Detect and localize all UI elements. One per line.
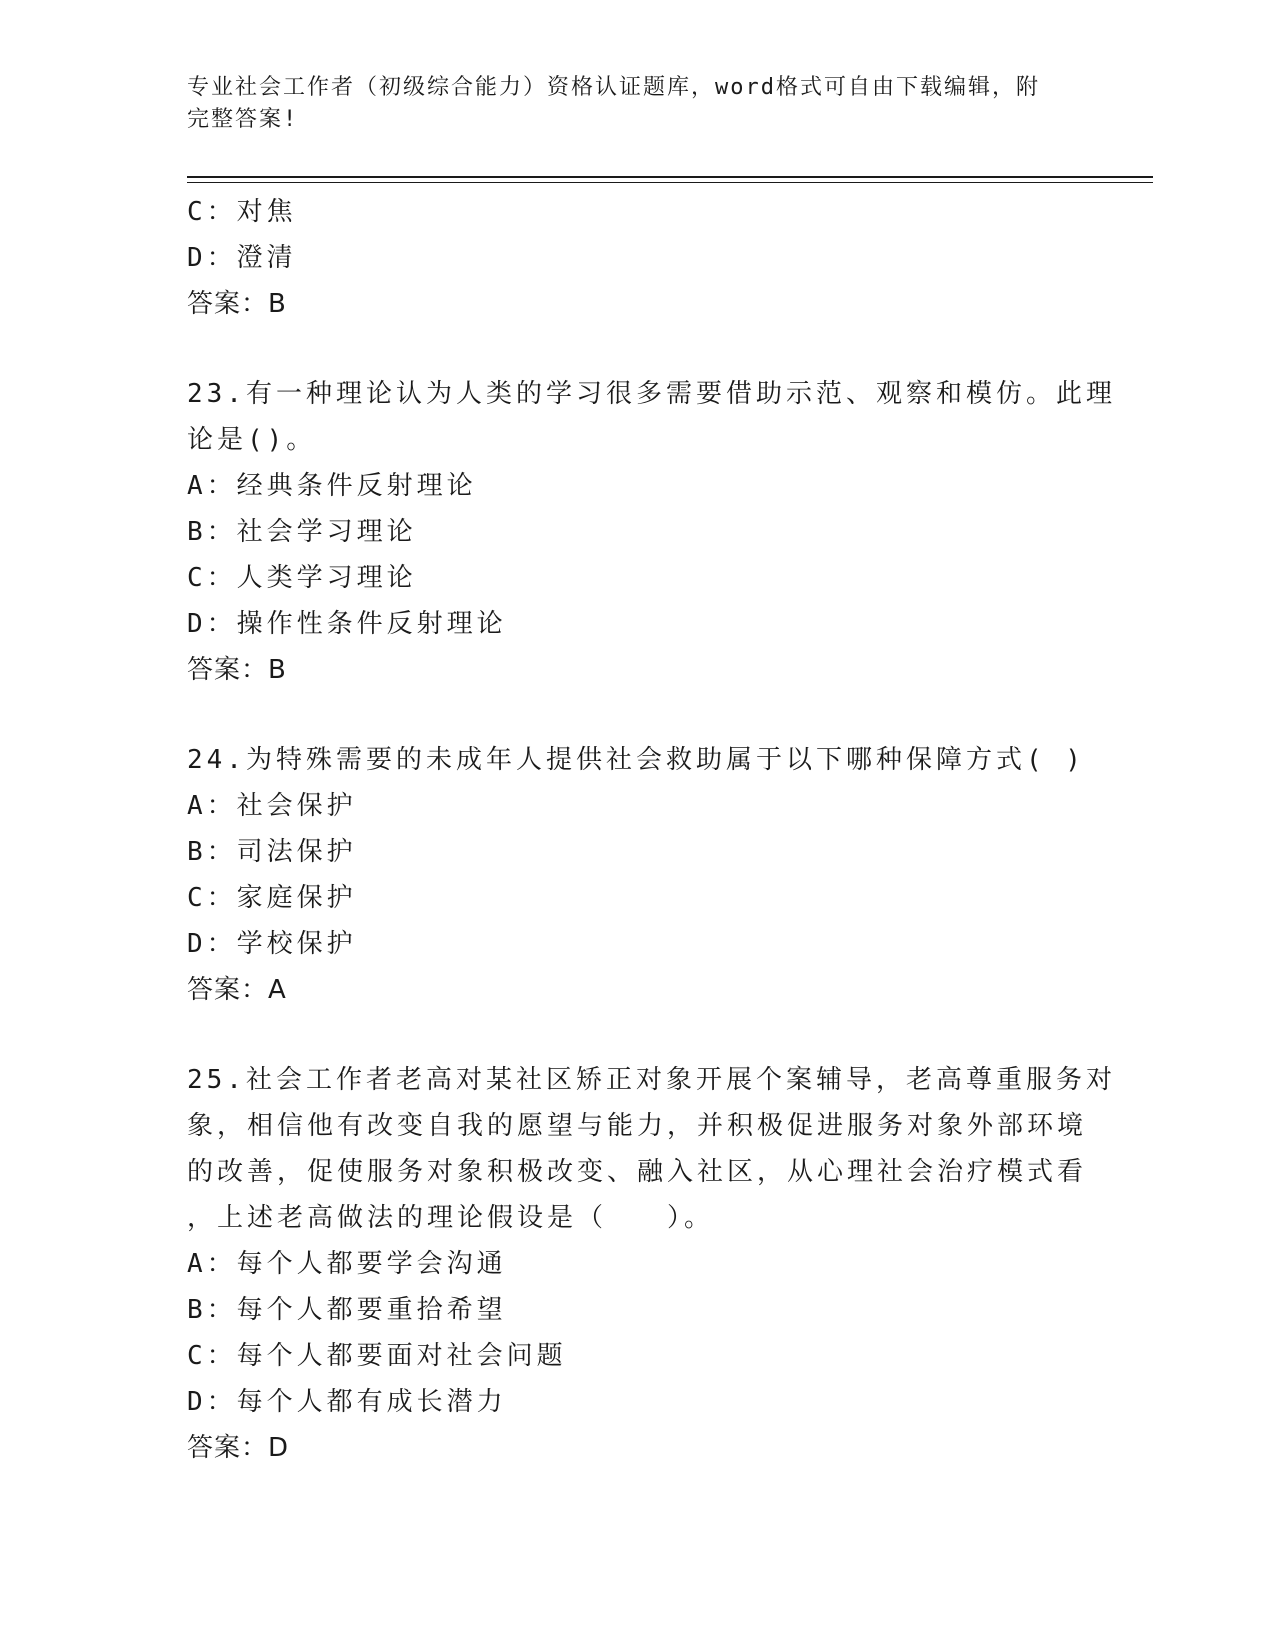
question-stem-line: ，上述老高做法的理论假设是（ ）。 (187, 1203, 715, 1233)
question-22-carryover (187, 189, 1087, 327)
option-a: A：经典条件反射理论 (187, 471, 477, 501)
page-header (187, 72, 1067, 136)
option-b: B：司法保护 (187, 837, 357, 867)
question-stem-line: 23.有一种理论认为人类的学习很多需要借助示范、观察和模仿。此理 (187, 379, 1116, 409)
question-stem-line: 25.社会工作者老高对某社区矫正对象开展个案辅导，老高尊重服务对 (187, 1065, 1116, 1095)
option-a: A：社会保护 (187, 791, 357, 821)
question-23 (187, 371, 1116, 693)
option-d: D：澄清 (187, 243, 297, 273)
question-stem-line: 象，相信他有改变自我的愿望与能力，并积极促进服务对象外部环境 (187, 1111, 1088, 1141)
answer: 答案：B (187, 289, 287, 319)
question-list (187, 189, 1116, 1515)
answer: 答案：B (187, 655, 287, 685)
option-c: C：家庭保护 (187, 883, 357, 913)
option-c: C：对焦 (187, 197, 297, 227)
answer: 答案：D (187, 1433, 290, 1463)
header-rule-thick (187, 176, 1153, 178)
question-stem-line: 24.为特殊需要的未成年人提供社会救助属于以下哪种保障方式( ) (187, 745, 1085, 775)
option-d: D：每个人都有成长潜力 (187, 1387, 507, 1417)
option-b: B：社会学习理论 (187, 517, 417, 547)
option-d: D：操作性条件反射理论 (187, 609, 507, 639)
option-c: C：每个人都要面对社会问题 (187, 1341, 567, 1371)
header-rule-thin (187, 182, 1153, 183)
option-a: A：每个人都要学会沟通 (187, 1249, 507, 1279)
answer: 答案：A (187, 975, 287, 1005)
header-line-2: 完整答案! (187, 107, 299, 132)
question-24 (187, 737, 1087, 1013)
header-line-1: 专业社会工作者（初级综合能力）资格认证题库，word格式可自由下载编辑，附 (187, 75, 1040, 100)
question-stem-line: 论是()。 (187, 425, 317, 455)
option-d: D：学校保护 (187, 929, 357, 959)
option-b: B：每个人都要重拾希望 (187, 1295, 507, 1325)
question-25 (187, 1057, 1116, 1471)
question-stem-line: 的改善，促使服务对象积极改变、融入社区，从心理社会治疗模式看 (187, 1157, 1088, 1187)
option-c: C：人类学习理论 (187, 563, 417, 593)
